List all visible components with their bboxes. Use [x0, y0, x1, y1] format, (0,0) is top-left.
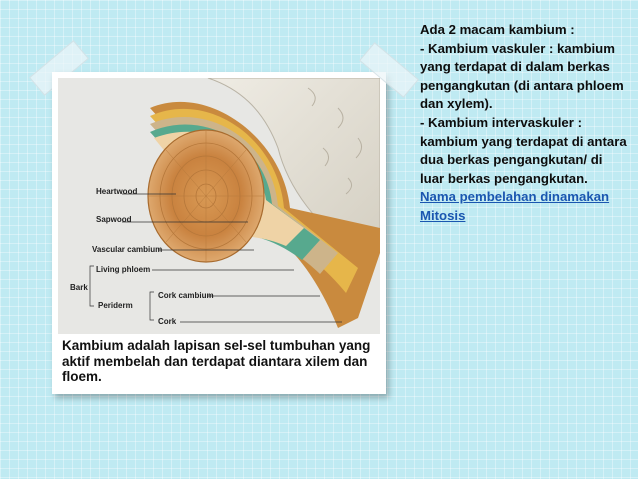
side-text-vascular: - Kambium vaskuler : kambium yang terdapat di dalam berkas pengangkutan (di antara phloem dan xylem). — [420, 40, 624, 112]
side-text-block — [420, 21, 630, 226]
label-cork-cambium: Cork cambium — [158, 291, 214, 300]
image-card — [52, 72, 386, 394]
label-living-phloem: Living phloem — [96, 265, 151, 274]
label-sapwood: Sapwood — [96, 215, 132, 224]
mitosis-link[interactable]: Nama pembelahan dinamakan Mitosis — [420, 189, 610, 223]
label-heartwood: Heartwood — [96, 187, 138, 196]
label-vascular-cambium: Vascular cambium — [92, 245, 163, 254]
side-text-heading: Ada 2 macam kambium : — [420, 22, 575, 37]
label-periderm: Periderm — [98, 301, 133, 310]
label-bark: Bark — [70, 283, 88, 292]
tree-trunk-diagram — [58, 78, 380, 334]
image-caption: Kambium adalah lapisan sel-sel tumbuhan yang aktif membelah dan terdapat diantara xilem dan floem. — [62, 338, 371, 384]
label-cork: Cork — [158, 317, 177, 326]
side-text-intervascular: - Kambium intervaskuler : kambium yang terdapat di antara dua berkas pengangkutan/ di luar berkas pengangkutan. — [420, 114, 627, 186]
tree-trunk-illustration — [58, 78, 380, 334]
